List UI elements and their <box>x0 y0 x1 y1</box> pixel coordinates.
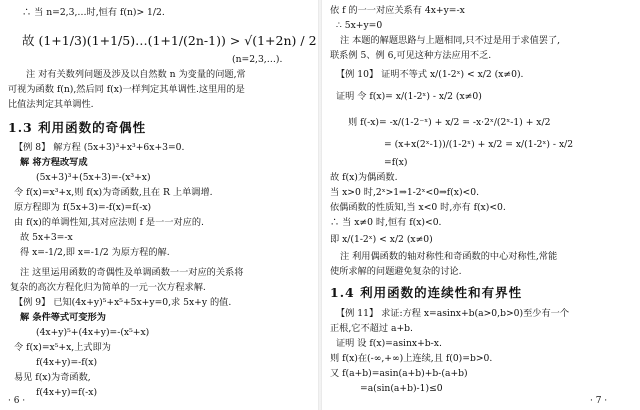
text-line: ∴ 当 n=2,3,…时,恒有 f(n)> 1/2. <box>22 7 165 18</box>
text-line: 当 x>0 时,2ˣ>1⇒1-2ˣ<0⇒f(x)<0. <box>330 187 479 198</box>
text-line: 故 5x+3=-x <box>20 232 73 243</box>
text-line: =a(sin(a+b)-1)≤0 <box>360 383 443 394</box>
text-line: 【例 10】 证明不等式 x/(1-2ˣ) < x/2 (x≠0). <box>336 69 524 80</box>
text-line: 比值法判定其单调性. <box>8 99 94 110</box>
text-line: 由 f(x)的单调性知,其对应法则 f 是一一对应的. <box>14 217 204 228</box>
text-line: (5x+3)³+(5x+3)=-(x³+x) <box>36 172 151 183</box>
text-line: 故 (1+1/3)(1+1/5)…(1+1/(2n-1)) > √(1+2n) / 2 <box>22 33 317 48</box>
text-line: 令 f(x)=x⁵+x,上式即为 <box>14 342 111 353</box>
text-line: 注 利用偶函数的轴对称性和奇函数的中心对称性,常能 <box>340 251 558 262</box>
text-line: 注 本题的解题思路与上题相同,只不过是用于求值罢了, <box>340 35 561 46</box>
section-heading: 1.3 利用函数的奇偶性 <box>8 120 147 135</box>
text-line: (n=2,3,…). <box>232 54 283 65</box>
text-line: ∴ 5x+y=0 <box>336 20 383 31</box>
text-line: f(4x+y)=-f(x) <box>36 357 98 368</box>
text-line: 使所求解的问题避免复杂的讨论. <box>330 266 462 277</box>
text-line: 证明 令 f(x)= x/(1-2ˣ) - x/2 (x≠0) <box>336 91 482 102</box>
text-line: 证明 设 f(x)=asinx+b-x. <box>336 338 442 349</box>
text-line: 得 x=-1/2,即 x=-1/2 为原方程的解. <box>20 247 170 258</box>
text-line: 正根,它不超过 a+b. <box>330 323 413 334</box>
text-line: (4x+y)⁵+(4x+y)=-(x⁵+x) <box>36 327 150 338</box>
text-line: 复杂的高次方程化归为简单的一元一次方程求解. <box>10 282 206 293</box>
right-page <box>322 0 640 410</box>
text-line: 可视为函数 f(n),然后同 f(x)一样判定其单调性.这里用的是 <box>8 84 245 95</box>
text-line: 易见 f(x)为奇函数, <box>14 372 91 383</box>
text-line: = (x+x(2ˣ-1))/(1-2ˣ) + x/2 = x/(1-2ˣ) - x/2 <box>384 139 574 150</box>
text-line: 解 将方程改写成 <box>20 157 88 168</box>
text-line: 故 f(x)为偶函数. <box>330 172 398 183</box>
text-line: 【例 11】 求证:方程 x=asinx+b(a>0,b>0)至少有一个 <box>336 308 570 319</box>
page-number: · 7 · <box>590 396 608 406</box>
text-line: 联系例 5、例 6,可见这种方法应用不乏. <box>330 50 492 61</box>
text-line: 注 对有关数列问题及涉及以自然数 n 为变量的问题,常 <box>26 69 246 80</box>
text-line: =f(x) <box>384 157 408 168</box>
text-line: 则 f(x)在(-∞,+∞)上连续,且 f(0)=b>0. <box>330 353 493 364</box>
text-line: ∴ 当 x≠0 时,恒有 f(x)<0. <box>330 217 442 228</box>
text-line: 注 这里运用函数的奇偶性及单调函数一一对应的关系将 <box>20 267 244 278</box>
text-line: 又 f(a+b)=asin(a+b)+b-(a+b) <box>330 368 468 379</box>
text-line: 解 条件等式可变形为 <box>20 312 106 323</box>
text-line: 原方程即为 f(5x+3)=-f(x)=f(-x) <box>14 202 152 213</box>
text-line: 依偶函数的性质知,当 x<0 时,亦有 f(x)<0. <box>330 202 506 213</box>
text-line: 即 x/(1-2ˣ) < x/2 (x≠0) <box>330 234 433 245</box>
page-number: · 6 · <box>8 396 26 406</box>
text-line: f(4x+y)=f(-x) <box>36 387 98 398</box>
text-line: 【例 8】 解方程 (5x+3)³+x³+6x+3=0. <box>14 142 185 153</box>
text-line: 则 f(-x)= -x/(1-2⁻ˣ) + x/2 = -x·2ˣ/(2ˣ-1) + x/2 <box>348 117 551 128</box>
text-line: 令 f(x)=x³+x,则 f(x)为奇函数,且在 R 上单调增. <box>14 187 213 198</box>
section-heading: 1.4 利用函数的连续性和有界性 <box>330 285 523 300</box>
left-page <box>0 0 318 410</box>
text-line: 依 f 的一一对应关系有 4x+y=-x <box>330 5 465 16</box>
text-line: 【例 9】 已知(4x+y)⁵+x⁵+5x+y=0,求 5x+y 的值. <box>14 297 232 308</box>
